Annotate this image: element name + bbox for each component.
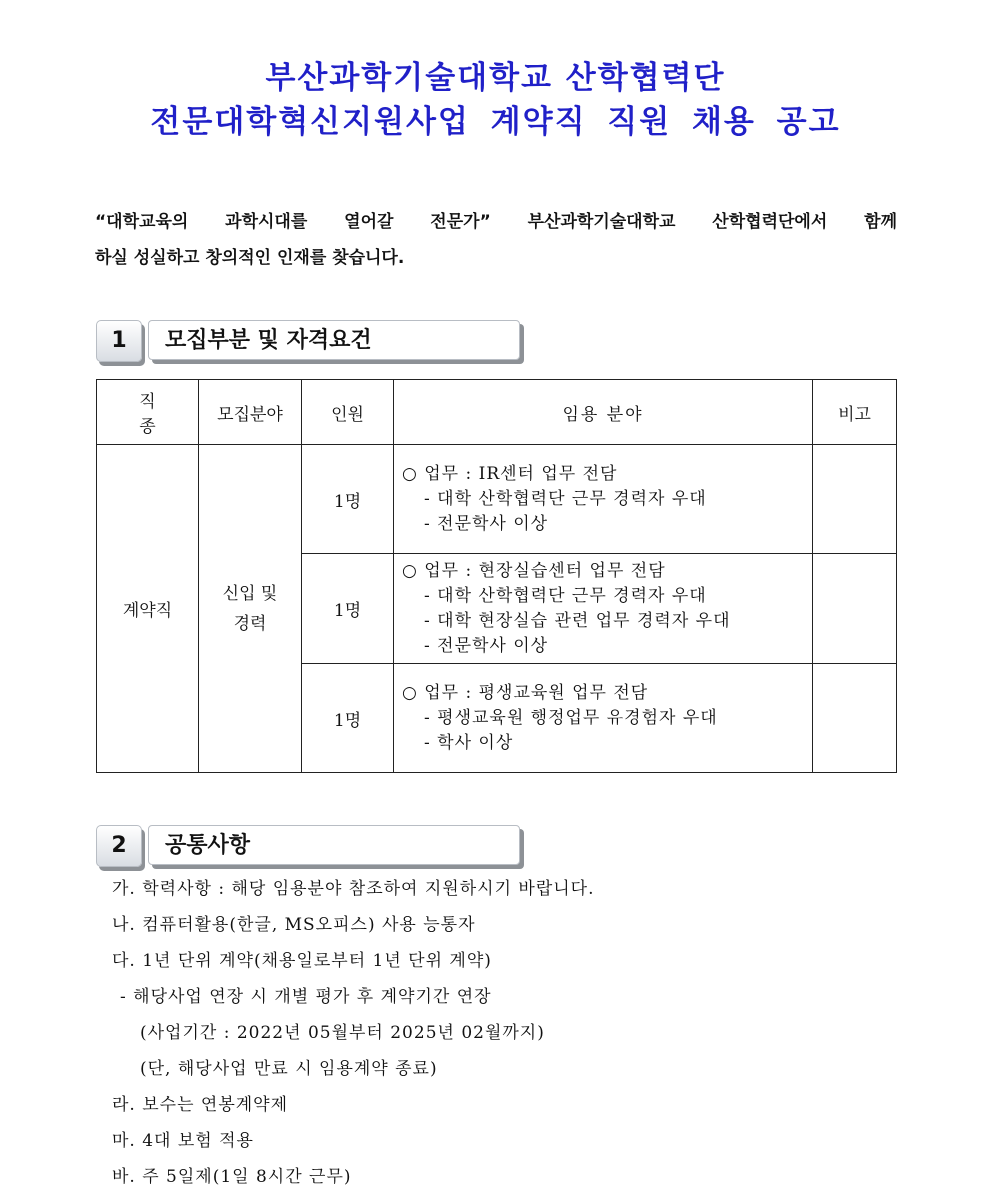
header-note: 비고 (813, 380, 897, 445)
note-cell (813, 554, 897, 664)
note-cell (813, 664, 897, 773)
duty-cell (394, 445, 813, 554)
job-type-cell: 계약직 (97, 445, 199, 773)
header-job-type: 직 종 (97, 380, 199, 445)
section-number-badge: 1 (96, 320, 142, 362)
count-cell: 1명 (302, 554, 394, 664)
duty-title: ○ 업무 : 현장실습센터 업무 전담 (402, 560, 666, 581)
section-number-badge: 2 (96, 825, 142, 867)
section-header-1 (96, 320, 526, 368)
duty-cell (394, 664, 813, 773)
header-field: 모집분야 (199, 380, 302, 445)
duty-cell (394, 554, 813, 664)
section-header-2 (96, 825, 526, 873)
list-item: 나. 컴퓨터활용(한글, MS오피스) 사용 능통자 (112, 915, 476, 935)
field-line: 신입 및 (222, 583, 278, 604)
list-item: 가. 학력사항 : 해당 임용분야 참조하여 지원하시기 바랍니다. (112, 879, 595, 899)
field-cell (199, 445, 302, 773)
count-cell: 1명 (302, 664, 394, 773)
count-cell: 1명 (302, 445, 394, 554)
duty-title: ○ 업무 : IR센터 업무 전담 (402, 463, 618, 484)
note-cell (813, 445, 897, 554)
header-duty: 임용 분야 (394, 380, 813, 445)
list-item: 라. 보수는 연봉계약제 (112, 1095, 289, 1115)
duty-detail: - 대학 현장실습 관련 업무 경력자 우대 (424, 610, 731, 631)
page-title-line-1: 부산과학기술대학교 산학협력단 (265, 60, 726, 96)
header-count: 인원 (302, 380, 394, 445)
list-item: 바. 주 5일제(1일 8시간 근무) (112, 1167, 352, 1187)
field-line: 경력 (233, 613, 267, 634)
intro-line-1: “대학교육의 과학시대를 열어갈 전문가” 부산과학기술대학교 산학협력단에서 함께 (95, 212, 897, 232)
duty-detail: - 학사 이상 (424, 732, 514, 753)
duty-title: ○ 업무 : 평생교육원 업무 전담 (402, 682, 649, 703)
common-items-list (112, 871, 595, 1195)
duty-detail: - 대학 산학협력단 근무 경력자 우대 (424, 488, 707, 509)
table-header-row (97, 380, 897, 445)
list-item: 마. 4대 보험 적용 (112, 1131, 254, 1151)
section-title: 모집부분 및 자격요건 (148, 320, 520, 360)
duty-detail: - 대학 산학협력단 근무 경력자 우대 (424, 585, 707, 606)
list-item: 다. 1년 단위 계약(채용일로부터 1년 단위 계약) (112, 951, 492, 971)
list-item: (사업기간 : 2022년 05월부터 2025년 02월까지) (140, 1023, 545, 1043)
list-item: - 해당사업 연장 시 개별 평가 후 계약기간 연장 (120, 987, 492, 1007)
page-title-line-2: 전문대학혁신지원사업 계약직 직원 채용 공고 (150, 104, 841, 140)
intro-line-2: 하실 성실하고 창의적인 인재를 찾습니다. (95, 248, 405, 268)
table-row (97, 445, 897, 554)
list-item: (단, 해당사업 만료 시 임용계약 종료) (140, 1059, 438, 1079)
duty-detail: - 전문학사 이상 (424, 635, 549, 656)
duty-detail: - 전문학사 이상 (424, 513, 549, 534)
section-title: 공통사항 (148, 825, 520, 865)
recruitment-table (96, 379, 897, 773)
duty-detail: - 평생교육원 행정업무 유경험자 우대 (424, 707, 718, 728)
